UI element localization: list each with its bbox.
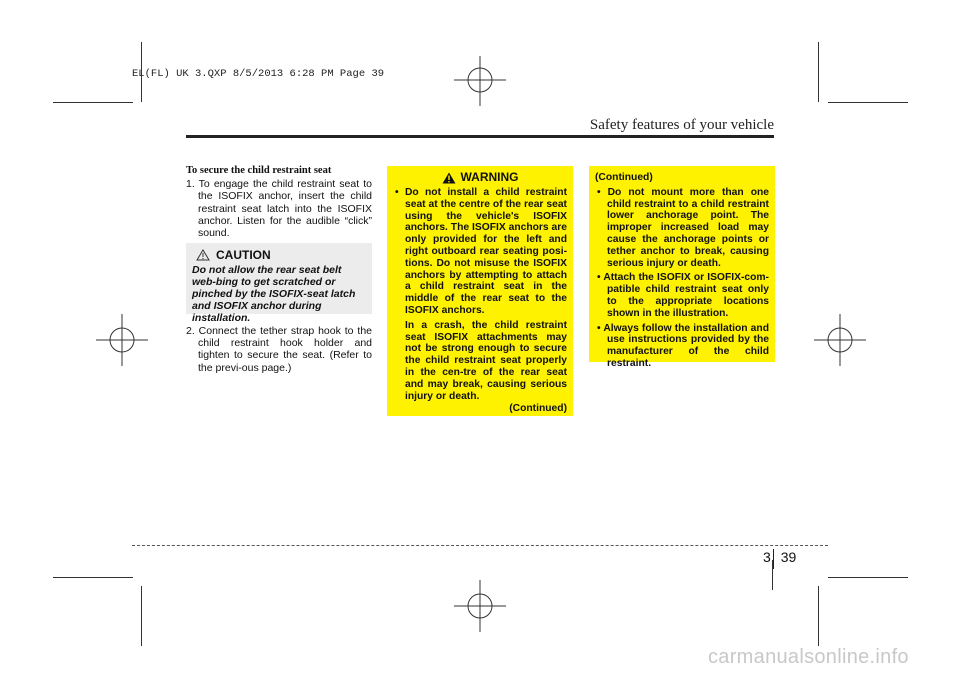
- title-rule: [186, 135, 774, 138]
- page-number-separator: [773, 549, 774, 569]
- page-number-value: 39: [780, 549, 797, 565]
- warning-bullet-text: Do not install a child restraint seat at the centre of the rear seat using the vehicle's ISOFIX anchors. The ISOFIX anchors are only provided for the left and right outboard rear seating posi-tions. Do not misuse the ISOFIX anchors by attempting to attach a child restraint seat in the middle of the rear seat to the ISOFIX anchors.: [404, 187, 568, 316]
- warning-box: [387, 166, 573, 416]
- section-title: Safety features of your vehicle: [589, 117, 774, 133]
- footer-dashed-rule: [132, 545, 828, 546]
- print-slug: EL(FL) UK 3.QXP 8/5/2013 6:28 PM Page 39: [132, 68, 385, 80]
- registration-mark-bottom: [450, 576, 510, 636]
- registration-mark-left: [92, 310, 152, 370]
- warning-continued: (Continued): [509, 403, 567, 415]
- caution-header: [196, 248, 366, 262]
- warning-paragraph-2: In a crash, the child restraint seat ISOFIX attachments may not be strong enough to secure the child restraint seat properly in the cen-tre of the rear seat and may break, causing serious injury or death.: [405, 319, 567, 402]
- caution-label: CAUTION: [216, 248, 271, 262]
- continued-heading: (Continued): [595, 172, 653, 183]
- registration-mark-top: [450, 52, 510, 112]
- instructions-column: [186, 165, 372, 239]
- continued-bullet-3-text: Always follow the installation and use instructions provided by the manufacturer of the child restraint.: [603, 322, 769, 369]
- chapter-number: 3: [763, 549, 771, 565]
- continued-bullet-1: • Do not mount more than one child restraint to a child restraint lower anchorage point. The improper increased load may cause the anchorage points or tether anchor to break, causing serious injury or death.: [597, 186, 769, 269]
- continued-bullet-2: • Attach the ISOFIX or ISOFIX-com-patible child restraint seat only to the appropriate locations shown in the illustration.: [597, 272, 769, 319]
- continued-bullet-3: • Always follow the installation and use instructions provided by the manufacturer of the child restraint.: [597, 322, 769, 369]
- caution-text: Do not allow the rear seat belt web-bing to get scratched or pinched by the ISOFIX-seat latch and ISOFIX anchor during installation.: [192, 264, 356, 324]
- step-2: 2. Connect the tether strap hook to the child restraint hook holder and tighten to secure the seat. (Refer to the previ-ous page.): [186, 325, 372, 374]
- continued-bullet-1-text: Do not mount more than one child restraint to a child restraint lower anchorage point. The improper increased load may cause the anchorage points or tether anchor to break, causing serious injury or death.: [607, 186, 769, 269]
- page-number: [763, 549, 796, 565]
- continued-bullet-2-text: Attach the ISOFIX or ISOFIX-com-patible child restraint seat only to the appropriate locations shown in the illustration.: [603, 272, 769, 319]
- warning-bullet: • Do not install a child restraint seat at the centre of the rear seat using the vehicle's ISOFIX anchors. The ISOFIX anchors are only provided for the left and right outboard rear seating posi-tions. Do not misuse the ISOFIX anchors by attempting to attach a child restraint seat in the middle of the rear seat to the ISOFIX anchors.: [395, 187, 568, 316]
- warning-header: [393, 172, 567, 184]
- instructions-heading: To secure the child restraint seat: [186, 165, 332, 176]
- warning-label: WARNING: [460, 170, 519, 185]
- step-2-block: [186, 325, 372, 374]
- watermark: carmanualsonline.info: [708, 646, 909, 668]
- caution-box: [186, 243, 372, 324]
- warning-triangle-icon: [442, 172, 456, 184]
- caution-triangle-icon: [196, 249, 210, 261]
- step-1: 1. To engage the child restraint seat to the ISOFIX anchor, insert the child restraint seat latch into the ISOFIX anchor. Listen for the audible “click” sound.: [186, 178, 372, 240]
- continued-warning-box: [589, 166, 775, 369]
- registration-mark-right: [810, 310, 870, 370]
